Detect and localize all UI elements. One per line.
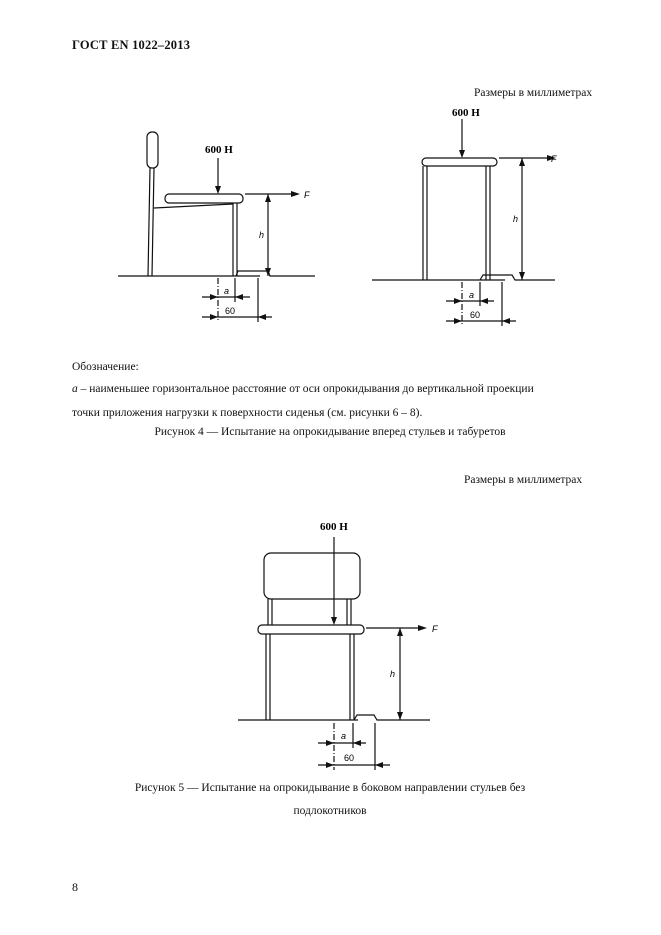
dim60-label: 60 xyxy=(344,753,355,763)
figure5-caption-line-2: подлокотников xyxy=(293,805,367,817)
figure5-drawing xyxy=(230,515,470,775)
units-note-fig5: Размеры в миллиметрах xyxy=(464,474,583,486)
force-label-stool: F xyxy=(551,154,557,164)
legend-line-1 xyxy=(72,378,534,400)
stop-block xyxy=(236,271,315,276)
chair-seat xyxy=(165,194,243,203)
chair-backrest xyxy=(147,132,158,168)
a-label-stool: a xyxy=(469,290,475,300)
page-number: 8 xyxy=(72,880,78,894)
height-label-left: h xyxy=(259,230,265,240)
figure5-caption-line-1: Рисунок 5 — Испытание на опрокидывание в боковом направлении стульев без xyxy=(134,782,526,794)
height-label-stool: h xyxy=(513,214,519,224)
stop-block xyxy=(354,715,430,720)
a-label: a xyxy=(341,731,347,741)
chair-backrest xyxy=(264,553,360,599)
height-label: h xyxy=(390,669,396,679)
dim60-label-stool: 60 xyxy=(470,310,481,320)
a-label-left: a xyxy=(224,286,230,296)
chair-seat xyxy=(258,625,364,634)
legend-line-2: точки приложения нагрузки к поверхности сиденья (см. рисунки 6 – 8). xyxy=(72,407,423,419)
figure4-caption: Рисунок 4 — Испытание на опрокидывание вперед стульев и табуретов xyxy=(154,426,506,438)
legend-symbol: a xyxy=(72,383,78,395)
force-label: F xyxy=(432,624,438,634)
force-label-left: F xyxy=(304,190,310,200)
stool-stop-block xyxy=(480,275,555,280)
stool-seat xyxy=(422,158,497,166)
legend-title: Обозначение: xyxy=(72,361,139,373)
figure4-drawing xyxy=(110,100,560,330)
dim60-label-left: 60 xyxy=(225,306,236,316)
chair-back-leg xyxy=(148,168,150,276)
load-label: 600 Н xyxy=(320,521,348,533)
units-note-fig4: Размеры в миллиметрах xyxy=(474,87,593,99)
legend-line-1-text: – наименьшее горизонтальное расстояние от оси опрокидывания до вертикальной проекции xyxy=(77,383,534,395)
chair-rail xyxy=(154,204,233,208)
load-label-left: 600 Н xyxy=(205,144,233,156)
document-header: ГОСТ EN 1022–2013 xyxy=(72,38,191,52)
load-label-stool: 600 Н xyxy=(452,107,480,119)
